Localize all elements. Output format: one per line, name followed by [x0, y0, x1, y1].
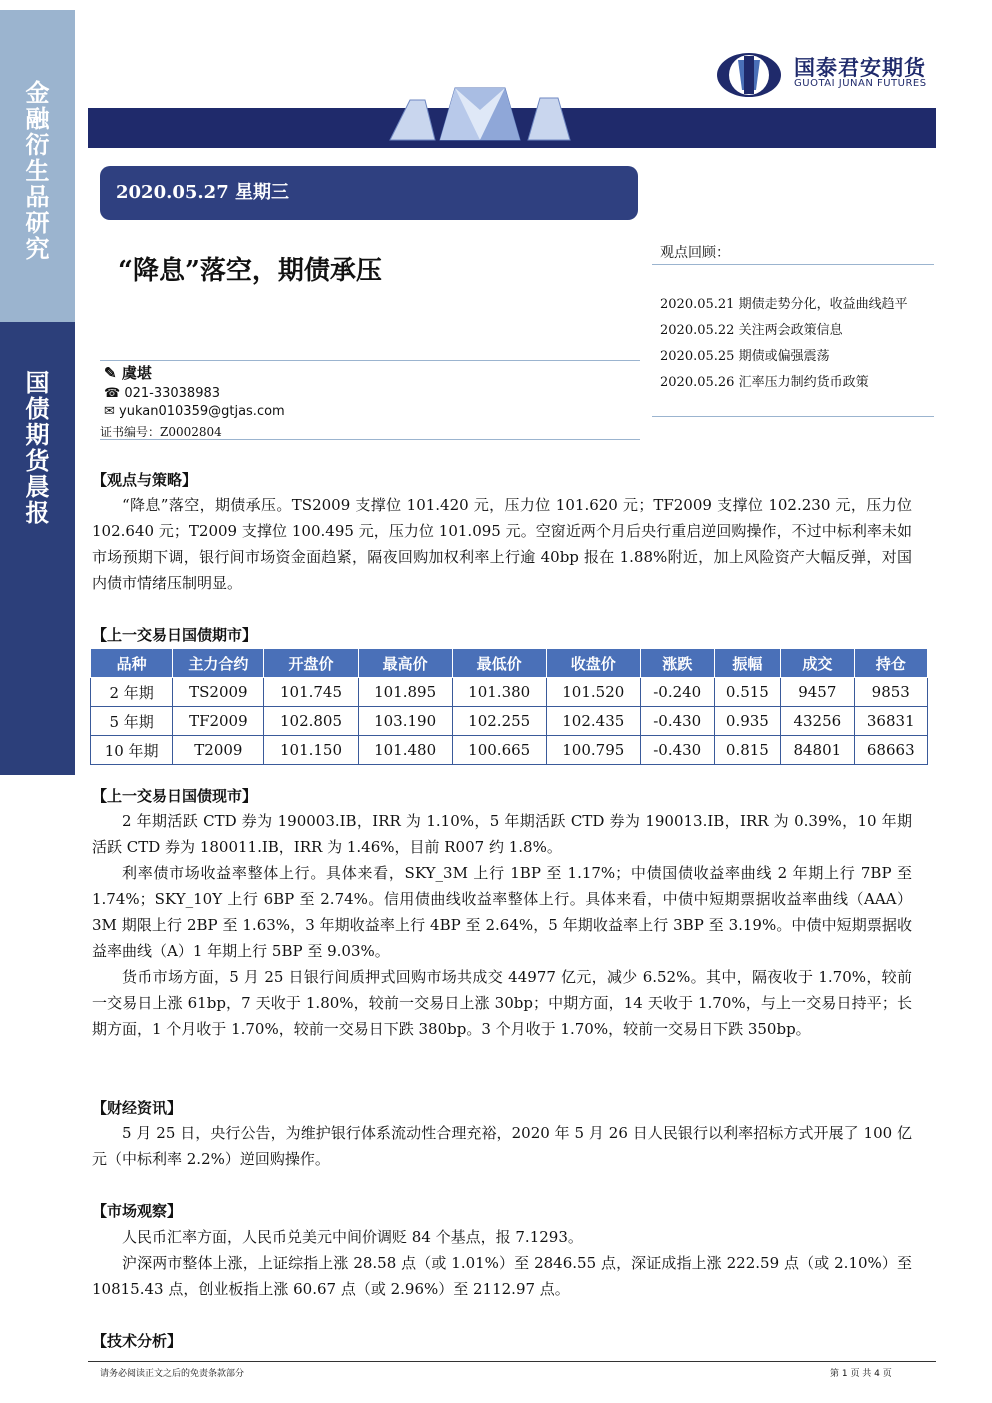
- news-text: 5 月 25 日，央行公告，为维护银行体系流动性合理充裕，2020 年 5 月 26 日人民银行以利率招标方式开展了 100 亿元（中标利率 2.2%）逆回购操作。: [92, 1124, 912, 1168]
- sidebar-char: 衍: [25, 131, 50, 159]
- section-title-spot: 【上一交易日国债现市】: [92, 787, 258, 805]
- market-text: 人民币汇率方面，人民币兑美元中间价调贬 84 个基点，报 7.1293。 沪深两市整体上涨，上证综指上涨 28.58 点（或 1.01%）至 2846.55 点，深证成指上涨 222.59 点（或 2.10%）至 10815.43 点，创业板指上涨 60.67 点（或 2.96%）至 2112.97 点。: [92, 1228, 912, 1298]
- date-banner: [100, 166, 638, 220]
- footer-divider: [88, 1361, 936, 1362]
- sidebar-char: 货: [25, 447, 50, 475]
- review-item[interactable]: 2020.05.22 关注两会政策信息: [660, 323, 843, 338]
- sidebar-char: 研: [25, 209, 50, 237]
- table-cell: 100.665: [452, 736, 546, 765]
- col-header: 开盘价: [264, 649, 358, 678]
- table-cell: 103.190: [358, 707, 452, 736]
- col-header: 品种: [91, 649, 173, 678]
- spot-text: 2 年期活跃 CTD 券为 190003.IB，IRR 为 1.10%，5 年期活跃 CTD 券为 190013.IB，IRR 为 0.39%，10 年期活跃 CTD 券为 180011.IB，IRR 为 1.46%，目前 R007 约 1.8%。 利率债市场收益率整体上行。具体来看，SKY_3M 上行 1BP 至 1.17%；中债国债收益率曲线 2 年期上行 7BP 至 1.74%；SKY_10Y 上行 6BP 至 2.74%。信用债曲线收益率整体上行。具体来看，中债中短期票据收益率曲线（AAA）3M 期限上行 2BP 至 1.63%，3 年期收益率上行 4BP 至 2.64%，5 年期收益率上行 3BP 至 3.19%。中债中短期票据收益率曲线（A）1 年期上行 5BP 至 9.03%。 货币市场方面，5 月 25 日银行间质押式回购市场共成交 44977 亿元，减少 6.52%。其中，隔夜收于 1.70%，较前一交易日上涨 61bp，7 天收于 1.80%，较前一交易日上涨 30bp；中期方面，14 天收于 1.70%，与上一交易日持平；长期方面，1 个月收于 1.70%，较前一交易日下跌 380bp。3 个月收于 1.70%，较前一交易日下跌 350bp。: [92, 812, 912, 1038]
- table-cell: 102.435: [546, 707, 640, 736]
- table-row: [91, 707, 928, 736]
- table-cell: 101.745: [264, 678, 358, 707]
- table-cell: 10 年期: [91, 736, 173, 765]
- table-cell: TS2009: [173, 678, 264, 707]
- section-title-news: 【财经资讯】: [92, 1099, 183, 1117]
- author-email[interactable]: ✉ yukan010359@gtjas.com: [104, 404, 285, 419]
- section-title-futures: 【上一交易日国债期市】: [92, 626, 258, 644]
- table-cell: 68663: [854, 736, 927, 765]
- table-cell: 0.935: [714, 707, 780, 736]
- table-cell: 36831: [854, 707, 927, 736]
- table-cell: 5 年期: [91, 707, 173, 736]
- table-cell: 101.380: [452, 678, 546, 707]
- table-cell: 9457: [781, 678, 854, 707]
- sidebar-char: 晨: [25, 473, 50, 501]
- table-cell: 101.480: [358, 736, 452, 765]
- table-cell: 84801: [781, 736, 854, 765]
- section-title-strategy: 【观点与策略】: [92, 471, 198, 489]
- section-title-tech: 【技术分析】: [92, 1332, 183, 1350]
- table-cell: 0.515: [714, 678, 780, 707]
- divider: [100, 439, 640, 440]
- sidebar-char: 金: [25, 79, 50, 107]
- table-cell: 101.520: [546, 678, 640, 707]
- review-item[interactable]: 2020.05.26 汇率压力制约货币政策: [660, 375, 869, 390]
- author-phone: ☎ 021-33038983: [104, 386, 221, 401]
- brand-name-en: GUOTAI JUNAN FUTURES: [794, 78, 927, 89]
- review-item[interactable]: 2020.05.21 期债走势分化，收益曲线趋平: [660, 297, 908, 312]
- table-cell: 102.255: [452, 707, 546, 736]
- col-header: 持仓: [854, 649, 927, 678]
- table-cell: 0.815: [714, 736, 780, 765]
- col-header: 振幅: [714, 649, 780, 678]
- table-cell: T2009: [173, 736, 264, 765]
- col-header: 收盘价: [546, 649, 640, 678]
- table-cell: 100.795: [546, 736, 640, 765]
- col-header: 最高价: [358, 649, 452, 678]
- sidebar-char: 融: [25, 105, 50, 133]
- sidebar-char: 报: [25, 499, 50, 527]
- futures-table: [90, 648, 928, 765]
- page-number: 第 1 页 共 4 页: [830, 1369, 892, 1379]
- pencil-icon: ✎: [104, 364, 117, 382]
- table-row: [91, 736, 928, 765]
- table-row: [91, 678, 928, 707]
- divider: [652, 416, 934, 417]
- table-cell: 102.805: [264, 707, 358, 736]
- review-item[interactable]: 2020.05.25 期债或偏强震荡: [660, 349, 830, 364]
- footer-disclaimer: 请务必阅读正文之后的免责条款部分: [100, 1369, 245, 1379]
- table-cell: TF2009: [173, 707, 264, 736]
- col-header: 主力合约: [173, 649, 264, 678]
- col-header: 成交: [781, 649, 854, 678]
- sidebar-label-research: [0, 80, 75, 262]
- author-name: ✎ 虞堪: [104, 364, 152, 382]
- page-title: “降息”落空，期债承压: [118, 256, 382, 286]
- col-header: 涨跌: [640, 649, 714, 678]
- sidebar-char: 债: [25, 395, 50, 423]
- brand-name-cn: 国泰君安期货: [794, 56, 926, 80]
- brand-logo: [716, 52, 936, 102]
- table-cell: 43256: [781, 707, 854, 736]
- sidebar-label-report: [0, 370, 75, 526]
- col-header: 最低价: [452, 649, 546, 678]
- diamond-graphic: [380, 70, 580, 148]
- divider: [100, 360, 640, 361]
- sidebar-char: 国: [25, 369, 50, 397]
- sidebar-char: 究: [25, 235, 50, 263]
- table-cell: 101.150: [264, 736, 358, 765]
- section-title-market: 【市场观察】: [92, 1202, 183, 1220]
- sidebar-char: 品: [25, 183, 50, 211]
- table-cell: 9853: [854, 678, 927, 707]
- review-list: [660, 292, 908, 396]
- logo-icon: [716, 52, 782, 98]
- table-cell: -0.240: [640, 678, 714, 707]
- table-cell: -0.430: [640, 707, 714, 736]
- author-cert: 证书编号：Z0002804: [100, 425, 222, 439]
- table-cell: 101.895: [358, 678, 452, 707]
- strategy-text: “降息”落空，期债承压。TS2009 支撑位 101.420 元，压力位 101.620 元；TF2009 支撑位 102.230 元，压力位 102.640 元；T2009 支撑位 100.495 元，压力位 101.095 元。空窗近两个月后央行重启逆回购操作，不过中标利率未如市场预期下调，银行间市场资金面趋紧，隔夜回购加权利率上行逾 40bp 报在 1.88%附近，加上风险资产大幅反弹，对国内债市情绪压制明显。: [92, 496, 912, 592]
- table-cell: -0.430: [640, 736, 714, 765]
- sidebar-char: 生: [25, 157, 50, 185]
- divider: [652, 264, 934, 265]
- table-cell: 2 年期: [91, 678, 173, 707]
- report-date: 2020.05.27 星期三: [116, 182, 289, 203]
- table-header-row: [91, 649, 928, 678]
- phone-icon: ☎: [104, 386, 121, 401]
- mail-icon: ✉: [104, 404, 115, 419]
- review-label: 观点回顾：: [660, 245, 730, 261]
- sidebar-char: 期: [25, 421, 50, 449]
